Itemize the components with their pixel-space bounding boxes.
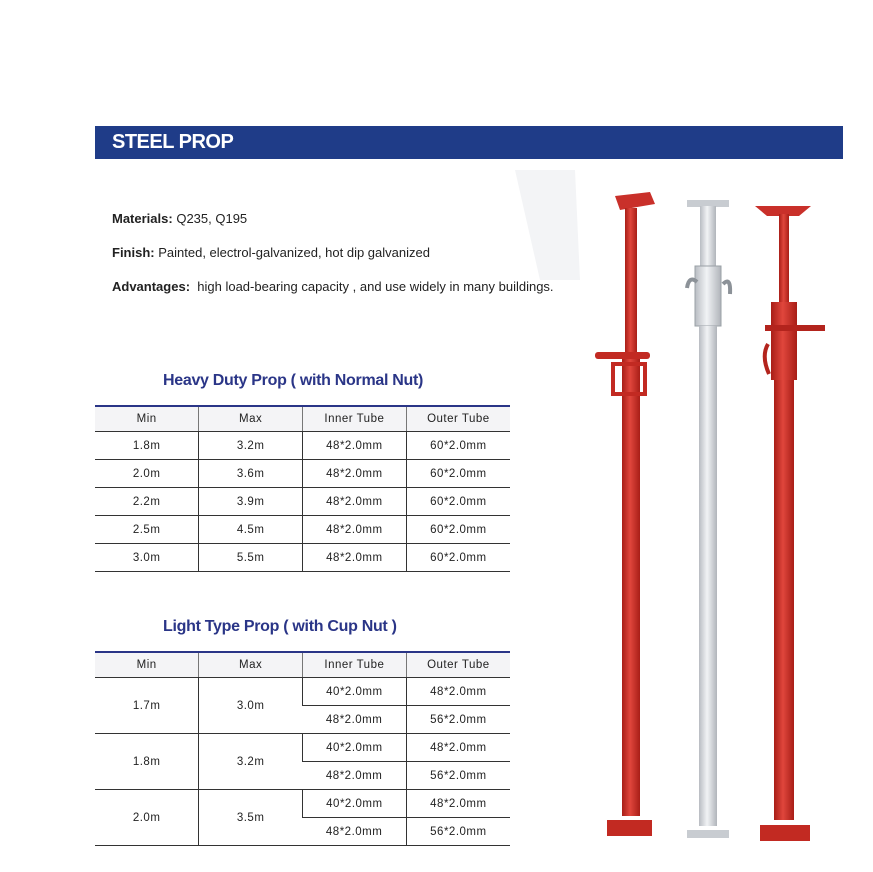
cell: 2.5m [95, 516, 199, 544]
cell: 48*2.0mm [303, 818, 407, 846]
cell: 40*2.0mm [303, 790, 407, 818]
table-row [95, 544, 510, 572]
red-prop-right [755, 206, 825, 841]
cell: 2.0m [95, 460, 199, 488]
cell: 48*2.0mm [303, 488, 407, 516]
cell: 3.0m [95, 544, 199, 572]
column-header: Min [95, 406, 199, 432]
cell: 3.6m [199, 460, 303, 488]
table-row [95, 488, 510, 516]
cell: 60*2.0mm [406, 460, 510, 488]
column-header: Min [95, 652, 199, 678]
table-row [95, 734, 510, 762]
cell: 48*2.0mm [406, 678, 510, 706]
cell: 48*2.0mm [303, 460, 407, 488]
cell: 4.5m [199, 516, 303, 544]
heavy-table-title: Heavy Duty Prop ( with Normal Nut) [163, 372, 424, 389]
cell: 56*2.0mm [406, 762, 510, 790]
galvanized-prop [687, 200, 730, 838]
cell: 48*2.0mm [406, 734, 510, 762]
cell: 40*2.0mm [303, 678, 407, 706]
column-header: Inner Tube [303, 652, 407, 678]
section-title: STEEL PROP [112, 131, 234, 153]
cell: 60*2.0mm [406, 488, 510, 516]
cell: 56*2.0mm [406, 818, 510, 846]
cell: 3.2m [199, 734, 303, 790]
cell: 48*2.0mm [303, 544, 407, 572]
cell: 2.0m [95, 790, 199, 846]
materials-line: Materials: Q235, Q195 [112, 211, 248, 226]
table-row [95, 460, 510, 488]
cell: 48*2.0mm [303, 706, 407, 734]
table-row [95, 516, 510, 544]
table-row [95, 790, 510, 818]
table-row [95, 678, 510, 706]
cell: 56*2.0mm [406, 706, 510, 734]
cell: 1.8m [95, 432, 199, 460]
red-prop-left [595, 192, 655, 836]
watermark-shape [480, 150, 600, 290]
advantages-line: Advantages: high load-bearing capacity , and use widely in many buildings. [112, 279, 554, 294]
cell: 48*2.0mm [303, 432, 407, 460]
cell: 3.5m [199, 790, 303, 846]
light-table-title: Light Type Prop ( with Cup Nut ) [163, 618, 397, 635]
column-header: Max [199, 652, 303, 678]
cell: 3.9m [199, 488, 303, 516]
cell: 3.2m [199, 432, 303, 460]
table-row [95, 432, 510, 460]
cell: 5.5m [199, 544, 303, 572]
column-header: Inner Tube [303, 406, 407, 432]
cell: 40*2.0mm [303, 734, 407, 762]
finish-line: Finish: Painted, electrol-galvanized, hot dip galvanized [112, 245, 430, 260]
cell: 60*2.0mm [406, 544, 510, 572]
column-header: Max [199, 406, 303, 432]
cell: 60*2.0mm [406, 516, 510, 544]
steel-props-illustration [585, 180, 845, 860]
cell: 1.7m [95, 678, 199, 734]
cell: 3.0m [199, 678, 303, 734]
heavy-duty-table [95, 405, 510, 572]
cell: 48*2.0mm [406, 790, 510, 818]
cell: 48*2.0mm [303, 516, 407, 544]
column-header: Outer Tube [406, 652, 510, 678]
cell: 48*2.0mm [303, 762, 407, 790]
cell: 2.2m [95, 488, 199, 516]
cell: 60*2.0mm [406, 432, 510, 460]
light-type-table [95, 651, 510, 846]
cell: 1.8m [95, 734, 199, 790]
section-header [95, 126, 843, 159]
column-header: Outer Tube [406, 406, 510, 432]
